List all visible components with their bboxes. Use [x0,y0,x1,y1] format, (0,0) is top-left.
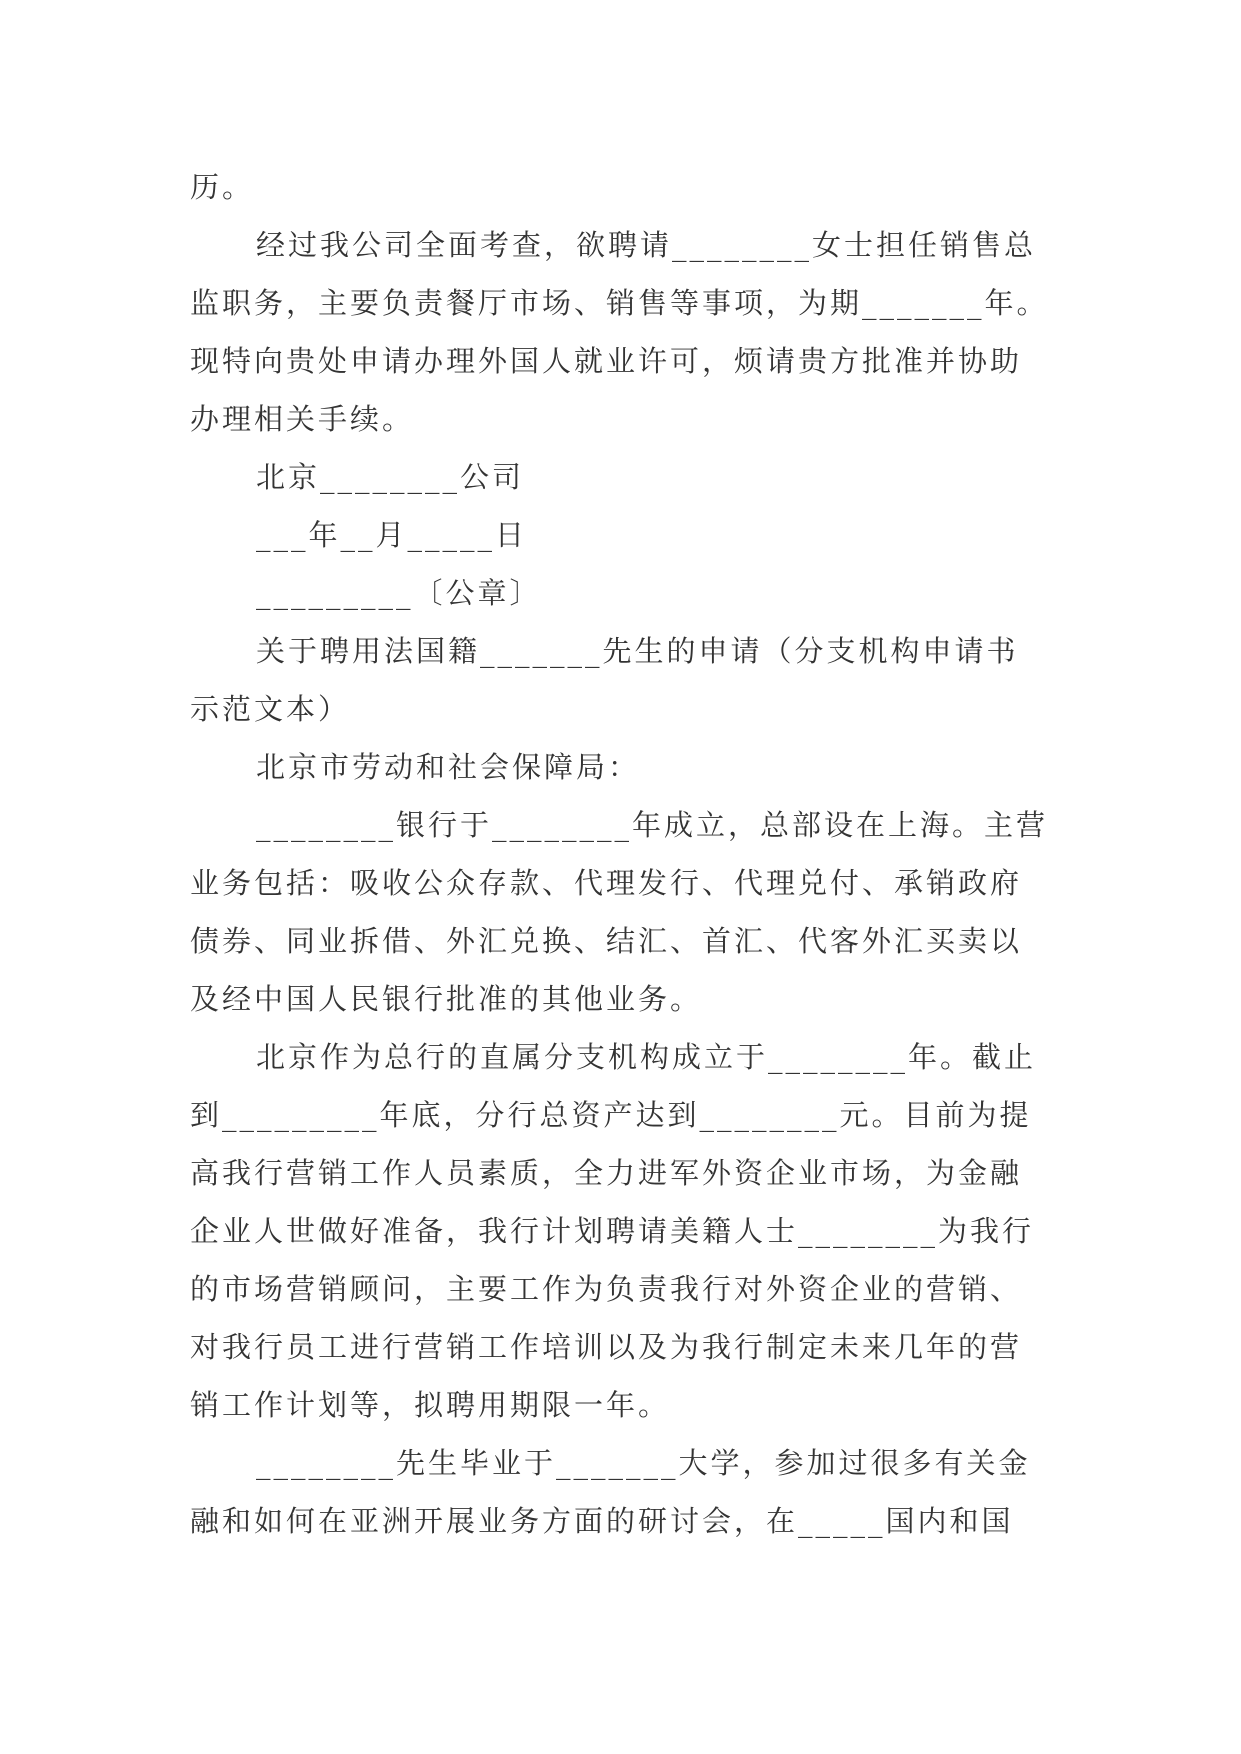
document-body [190,158,1050,1550]
paragraph-hiring-intent: 经过我公司全面考查，欲聘请________女士担任销售总监职务，主要负责餐厅市场、销售等事项，为期_______年。现特向贵处申请办理外国人就业许可，烦请贵方批准并协助办理相关手续。 [190,228,1049,436]
paragraph-candidate-background: ________先生毕业于_______大学，参加过很多有关金融和如何在亚洲开展业务方面的研讨会，在_____国内和国 [190,1446,1031,1538]
company-signature-line: 北京________公司 [256,460,525,494]
addressee-line: 北京市劳动和社会保障局： [256,750,641,784]
paragraph-branch-plan: 北京作为总行的直属分支机构成立于________年。截止到_________年底，分行总资产达到________元。目前为提高我行营销工作人员素质，全力进军外资企业市场，为金融企业人世做好准备，我行计划聘请美籍人士________为我行的市场营销顾问，主要工作为负责我行对外资企业的营销、对我行员工进行营销工作培训以及为我行制定未来几年的营销工作计划等，拟聘用期限一年。 [190,1040,1037,1422]
paragraph-bank-intro: ________银行于________年成立，总部设在上海。主营业务包括：吸收公众存款、代理发行、代理兑付、承销政府债券、同业拆借、外汇兑换、结汇、首汇、代客外汇买卖以及经中国人民银行批准的其他业务。 [190,808,1049,1016]
date-line: ___年__月_____日 [256,518,528,552]
application-title: 关于聘用法国籍_______先生的申请（分支机构申请书示范文本） [190,634,1019,726]
seal-line: _________〔公章〕 [256,576,542,610]
paragraph-continuation: 历。 [190,170,255,204]
